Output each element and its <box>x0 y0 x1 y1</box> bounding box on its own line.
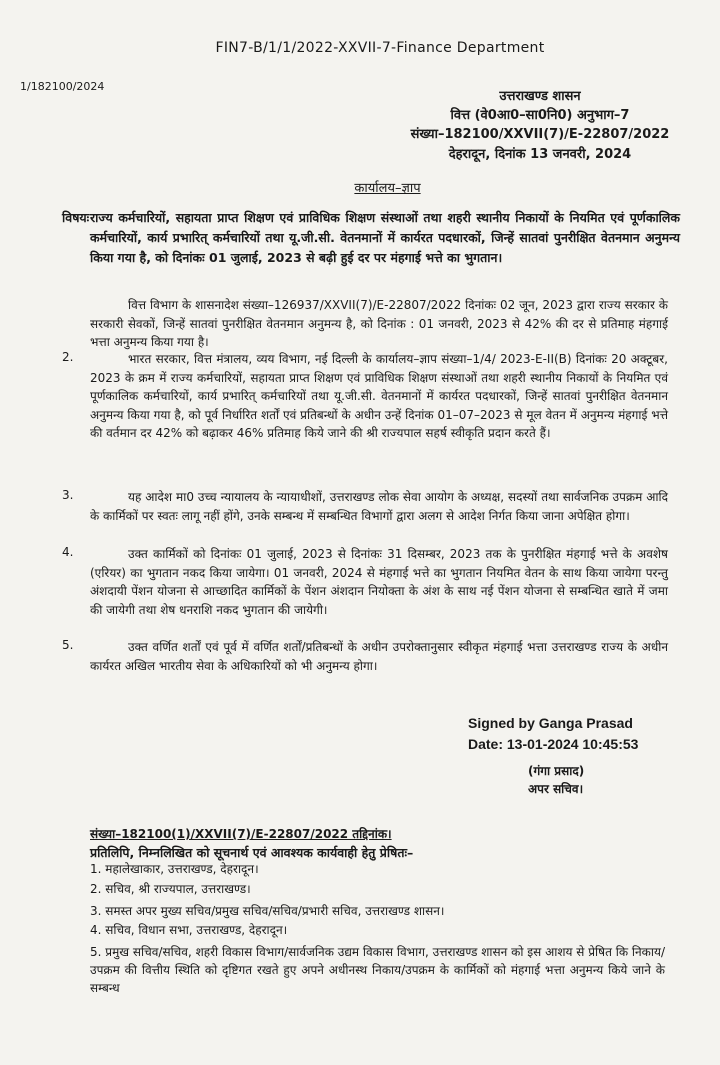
copy-recipient: 1. महालेखाकार, उत्तराखण्ड, देहरादून। <box>90 862 259 876</box>
reference-number: 1/182100/2024 <box>20 80 105 93</box>
header-place-date: देहरादून, दिनांक 13 जनवरी, 2024 <box>448 147 632 162</box>
copy-intro: प्रतिलिपि, निम्नलिखित को सूचनार्थ एवं आवश्यक कार्यवाही हेतु प्रेषितः– <box>90 845 414 860</box>
subject-label: विषयः <box>62 210 90 225</box>
subject-block <box>62 208 680 268</box>
header-department: वित्त (वे0आ0–सा0नि0) अनुभाग–7 <box>450 108 630 123</box>
paragraph-number: 2. <box>62 350 74 364</box>
paragraph-5: उक्त वर्णित शर्तों एवं पूर्व में वर्णित शर्तों/प्रतिबन्धों के अधीन उपरोक्तानुसार स्वीकृत मंहगाई भत्ता उत्तराखण्ड राज्य के अधीन कार्यरत अखिल भारतीय सेवा के अधिकारियों को भी अनुमन्य होगा। <box>90 640 668 673</box>
paragraph-3: यह आदेश मा0 उच्च न्यायालय के न्यायाधीशों, उत्तराखण्ड लोक सेवा आयोग के अध्यक्ष, सदस्यों तथा सार्वजनिक उपक्रम आदि के कार्मिकों पर स्वतः लागू नहीं होंगे, उनके सम्बन्ध में सम्बन्धित विभागों द्वारा अलग से आदेश निर्गत किया जाना अपेक्षित होगा। <box>90 490 668 523</box>
signatory-designation: अपर सचिव। <box>528 782 584 796</box>
paragraph-number: 5. <box>62 638 74 652</box>
copy-recipient: 3. समस्त अपर मुख्य सचिव/प्रमुख सचिव/सचिव/प्रभारी सचिव, उत्तराखण्ड शासन। <box>90 904 445 918</box>
signatory-name: (गंगा प्रसाद) <box>528 764 585 778</box>
header-government: उत्तराखण्ड शासन <box>499 89 581 104</box>
copy-number: संख्या–182100(1)/XXVII(7)/E-22807/2022 तद्दिनांक। <box>90 827 392 841</box>
file-number: FIN7-B/1/1/2022-XXVII-7-Finance Department <box>215 40 545 56</box>
header-order-number: संख्या–182100/XXVII(7)/E-22807/2022 <box>410 127 670 142</box>
copy-recipient: 4. सचिव, विधान सभा, उत्तराखण्ड, देहरादून। <box>90 923 288 937</box>
document-title: कार्यालय–ज्ञाप <box>354 181 421 196</box>
paragraph-1: वित्त विभाग के शासनादेश संख्या–126937/XXVII(7)/E-22807/2022 दिनांकः 02 जून, 2023 द्वारा राज्य सरकार के सरकारी सेवकों, जिन्हें सातवां पुनरीक्षित वेतनमान अनुमन्य है, को दिनांक : 01 जनवरी, 2023 से 42% की दर से प्रतिमाह मंहगाई भत्ता अनुमन्य किया गया है। <box>90 298 668 349</box>
paragraph-2: भारत सरकार, वित्त मंत्रालय, व्यय विभाग, नई दिल्ली के कार्यालय–ज्ञाप संख्या–1/4/ 2023-E-II(B) दिनांकः 20 अक्टूबर, 2023 के क्रम में राज्य कर्मचारियों, सहायता प्राप्त शिक्षण एवं प्राविधिक शिक्षण संस्थाओं तथा शहरी स्थानीय निकायों के नियमित एवं पूर्णकालिक कर्मचारियों, कार्य प्रभारित् कर्मचारियों तथा यू.जी.सी. वेतनमानों में कार्यरत पदधारकों, जिन्हें सातवां पुनरीक्षित वेतनमान अनुमन्य किया गया है, को पूर्व निर्धारित शर्तों एवं प्रतिबन्धों के अधीन उन्हें दिनांक 01–07–2023 से मूल वेतन में अनुमन्य मंहगाई भत्ते की वर्तमान दर 42% को बढ़ाकर 46% प्रतिमाह किये जाने की श्री राज्यपाल सहर्ष स्वीकृति प्रदान करते हैं। <box>90 352 668 440</box>
digital-signature-date: Date: 13-01-2024 10:45:53 <box>468 736 639 752</box>
digital-signature-name: Signed by Ganga Prasad <box>468 715 633 731</box>
subject-text: राज्य कर्मचारियों, सहायता प्राप्त शिक्षण एवं प्राविधिक शिक्षण संस्थाओं तथा शहरी स्थानीय निकायों के नियमित एवं पूर्णकालिक कर्मचारियों, कार्य प्रभारित् कर्मचारियों तथा यू.जी.सी. वेतनमानों में कार्यरत पदधारकों, जिन्हें सातवां पुनरीक्षित वेतनमान अनुमन्य किया गया है, को दिनांकः 01 जुलाई, 2023 से बढ़ी हुई दर पर मंहगाई भत्ते का भुगतान। <box>90 210 680 265</box>
copy-recipient: 5. प्रमुख सचिव/सचिव, शहरी विकास विभाग/सार्वजनिक उद्यम विकास विभाग, उत्तराखण्ड शासन को इस आशय से प्रेषित कि निकाय/उपक्रम की वित्तीय स्थिति को दृष्टिगत रखते हुए अपने अधीनस्थ निकाय/उपक्रम के कार्मिकों को मंहगाई भत्ता अनुमन्य किये जाने के सम्बन्ध <box>90 945 665 995</box>
paragraph-4: उक्त कार्मिकों को दिनांकः 01 जुलाई, 2023 से दिनांकः 31 दिसम्बर, 2023 तक के पुनरीक्षित मंहगाई भत्ते के अवशेष (एरियर) का भुगतान नकद किया जायेगा। 01 जनवरी, 2024 से मंहगाई भत्ते का भुगतान नियमित वेतन के साथ किया जायेगा परन्तु अंशदायी पेंशन योजना से आच्छादित कार्मिकों के पेंशन अंशदान नियोक्ता के अंश के साथ नई पेंशन योजना से सम्बन्धित खाते में जमा की जायेगी तथा शेष धनराशि नकद भुगतान की जायेगी। <box>90 547 668 617</box>
copy-recipient: 2. सचिव, श्री राज्यपाल, उत्तराखण्ड। <box>90 882 251 896</box>
paragraph-number: 3. <box>62 488 74 502</box>
paragraph-number: 4. <box>62 545 74 559</box>
